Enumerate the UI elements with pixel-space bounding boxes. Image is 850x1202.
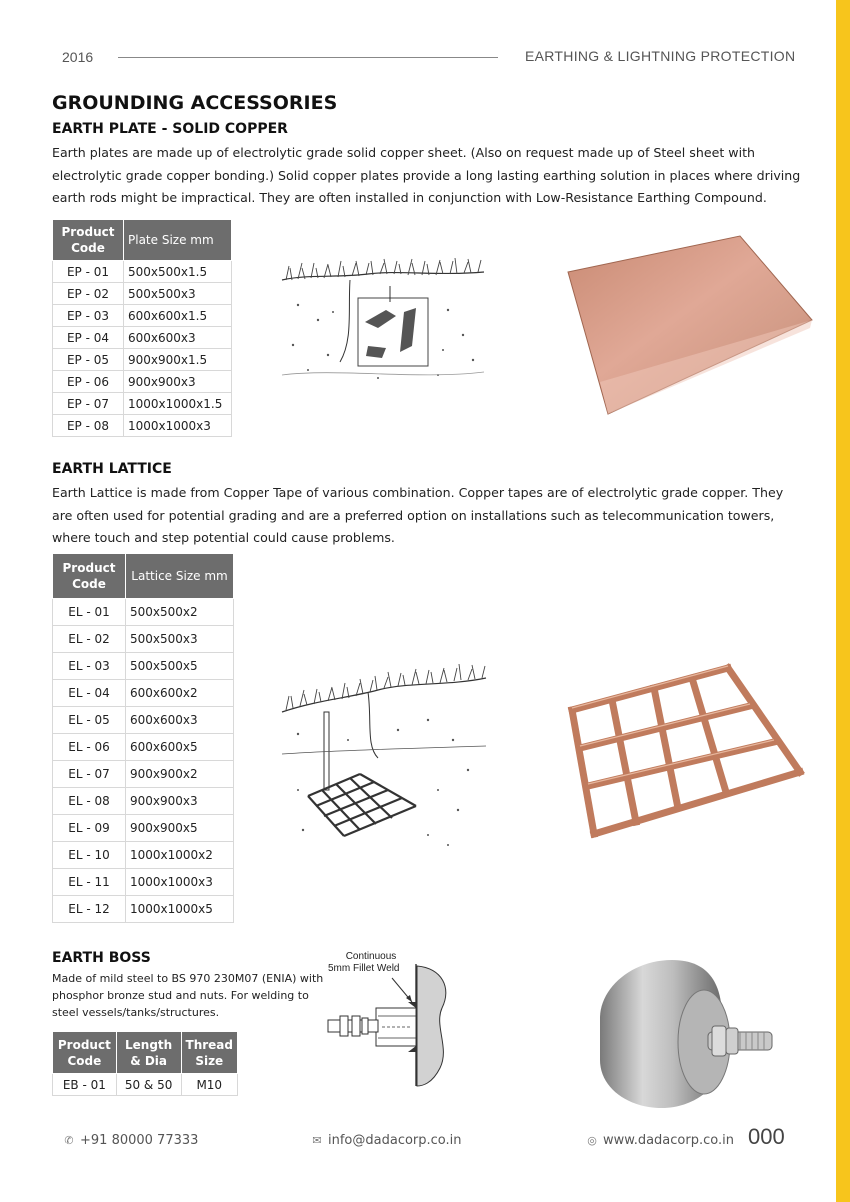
table-cell-code: EL - 06 bbox=[53, 734, 126, 761]
table-row bbox=[53, 283, 232, 305]
table-cell-code: EL - 07 bbox=[53, 761, 126, 788]
table-cell-code: EP - 01 bbox=[53, 261, 124, 283]
earth-plate-table bbox=[52, 219, 232, 437]
table-cell-code: EL - 04 bbox=[53, 680, 126, 707]
earth-plate-installation-diagram bbox=[278, 250, 488, 390]
table-cell-code: EL - 02 bbox=[53, 626, 126, 653]
page-title: GROUNDING ACCESSORIES bbox=[52, 92, 338, 114]
table-cell-thread: M10 bbox=[181, 1074, 237, 1096]
weld-label-line1: Continuous bbox=[345, 951, 397, 962]
table-cell-size: 500x500x3 bbox=[126, 626, 234, 653]
table-cell-code: EB - 01 bbox=[53, 1074, 117, 1096]
earth-lattice-heading: EARTH LATTICE bbox=[52, 461, 172, 477]
earth-lattice-description: Earth Lattice is made from Copper Tape of various combination. Copper tapes are of electrolytic grade copper. They are often used for potential grading and are a preferred option on installations such as telecommunication towers, where touch and step potential could cause problems. bbox=[52, 485, 784, 545]
accent-bar bbox=[836, 0, 850, 1202]
table-row bbox=[53, 815, 234, 842]
table-row bbox=[53, 896, 234, 923]
globe-icon: ◎ bbox=[587, 1134, 597, 1147]
table-cell-code: EL - 10 bbox=[53, 842, 126, 869]
table-cell-size: 500x500x3 bbox=[124, 283, 232, 305]
table-cell-code: EP - 06 bbox=[53, 371, 124, 393]
table-cell-size: 600x600x2 bbox=[126, 680, 234, 707]
table-cell-size: 1000x1000x3 bbox=[126, 869, 234, 896]
footer-email-text[interactable]: info@dadacorp.co.in bbox=[328, 1133, 462, 1148]
table-row bbox=[53, 626, 234, 653]
table-row bbox=[53, 788, 234, 815]
table-cell-size: 900x900x3 bbox=[124, 371, 232, 393]
table-cell-code: EL - 08 bbox=[53, 788, 126, 815]
earth-boss-description: Made of mild steel to BS 970 230M07 (ENIA) with phosphor bronze stud and nuts. For welding to steel vessels/tanks/structures. bbox=[52, 972, 324, 1019]
earth-boss-image bbox=[592, 948, 782, 1118]
copper-plate-image bbox=[560, 232, 820, 422]
email-icon: ✉ bbox=[312, 1134, 322, 1147]
table-cell-size: 600x600x1.5 bbox=[124, 305, 232, 327]
table-cell-size: 600x600x3 bbox=[124, 327, 232, 349]
table-cell-code: EP - 02 bbox=[53, 283, 124, 305]
table-row bbox=[53, 327, 232, 349]
earth-plate-description: Earth plates are made up of electrolytic grade solid copper sheet. (Also on request made up of Steel sheet with electrolytic grade copper bonding.) Solid copper plates provide a long lasting earthing solution in places where driving earth rods might be impractical. They are often installed in conjunction with Low-Resistance Earthing Compound. bbox=[52, 145, 801, 205]
page-number: 000 bbox=[748, 1124, 785, 1149]
table-cell-code: EL - 12 bbox=[53, 896, 126, 923]
table-cell-len: 50 & 50 bbox=[116, 1074, 181, 1096]
table-cell-size: 900x900x2 bbox=[126, 761, 234, 788]
table-row bbox=[53, 1074, 238, 1096]
table-cell-size: 1000x1000x5 bbox=[126, 896, 234, 923]
col-lattice-size: Lattice Size mm bbox=[126, 554, 234, 599]
table-row bbox=[53, 707, 234, 734]
table-cell-size: 1000x1000x2 bbox=[126, 842, 234, 869]
table-cell-size: 1000x1000x1.5 bbox=[124, 393, 232, 415]
table-row bbox=[53, 761, 234, 788]
table-row bbox=[53, 415, 232, 437]
earth-lattice-installation-diagram bbox=[278, 650, 490, 850]
table-cell-size: 500x500x5 bbox=[126, 653, 234, 680]
table-cell-code: EL - 03 bbox=[53, 653, 126, 680]
phone-icon: ✆ bbox=[64, 1134, 74, 1147]
table-row bbox=[53, 734, 234, 761]
table-row bbox=[53, 842, 234, 869]
weld-label-line2: 5mm Fillet Weld bbox=[328, 963, 400, 974]
table-cell-size: 1000x1000x3 bbox=[124, 415, 232, 437]
table-row bbox=[53, 305, 232, 327]
table-row bbox=[53, 869, 234, 896]
col-length-dia: Length & Dia bbox=[116, 1032, 181, 1074]
footer-web[interactable] bbox=[585, 1133, 734, 1148]
table-cell-size: 500x500x1.5 bbox=[124, 261, 232, 283]
footer-email[interactable] bbox=[310, 1133, 462, 1148]
table-row bbox=[53, 653, 234, 680]
col-product-code: Product Code bbox=[53, 554, 126, 599]
table-row bbox=[53, 393, 232, 415]
table-cell-size: 600x600x3 bbox=[126, 707, 234, 734]
earth-boss-weld-diagram bbox=[322, 958, 462, 1090]
earth-boss-heading: EARTH BOSS bbox=[52, 950, 151, 966]
footer-web-text[interactable]: www.dadacorp.co.in bbox=[603, 1133, 734, 1148]
table-cell-size: 900x900x1.5 bbox=[124, 349, 232, 371]
table-row bbox=[53, 371, 232, 393]
earth-boss-table bbox=[52, 1031, 238, 1096]
col-product-code: Product Code bbox=[53, 1032, 117, 1074]
col-product-code: Product Code bbox=[53, 220, 124, 261]
table-cell-size: 900x900x5 bbox=[126, 815, 234, 842]
table-cell-size: 600x600x5 bbox=[126, 734, 234, 761]
earth-plate-heading: EARTH PLATE - SOLID COPPER bbox=[52, 121, 288, 137]
table-cell-code: EP - 07 bbox=[53, 393, 124, 415]
table-row bbox=[53, 261, 232, 283]
footer-phone bbox=[62, 1133, 198, 1148]
earth-lattice-table bbox=[52, 553, 234, 923]
table-cell-code: EP - 05 bbox=[53, 349, 124, 371]
table-cell-code: EP - 03 bbox=[53, 305, 124, 327]
table-cell-code: EP - 04 bbox=[53, 327, 124, 349]
header-rule bbox=[118, 57, 498, 58]
table-cell-code: EL - 01 bbox=[53, 599, 126, 626]
header-year: 2016 bbox=[62, 49, 94, 65]
table-cell-code: EL - 09 bbox=[53, 815, 126, 842]
col-thread-size: Thread Size bbox=[181, 1032, 237, 1074]
col-plate-size: Plate Size mm bbox=[124, 220, 232, 261]
table-cell-code: EP - 08 bbox=[53, 415, 124, 437]
header-title: EARTHING & LIGHTNING PROTECTION bbox=[525, 48, 796, 64]
table-cell-size: 500x500x2 bbox=[126, 599, 234, 626]
table-cell-size: 900x900x3 bbox=[126, 788, 234, 815]
table-cell-code: EL - 05 bbox=[53, 707, 126, 734]
table-row bbox=[53, 680, 234, 707]
table-row bbox=[53, 599, 234, 626]
footer-phone-text: +91 80000 77333 bbox=[80, 1133, 199, 1148]
table-cell-code: EL - 11 bbox=[53, 869, 126, 896]
copper-lattice-image bbox=[566, 662, 806, 842]
table-row bbox=[53, 349, 232, 371]
